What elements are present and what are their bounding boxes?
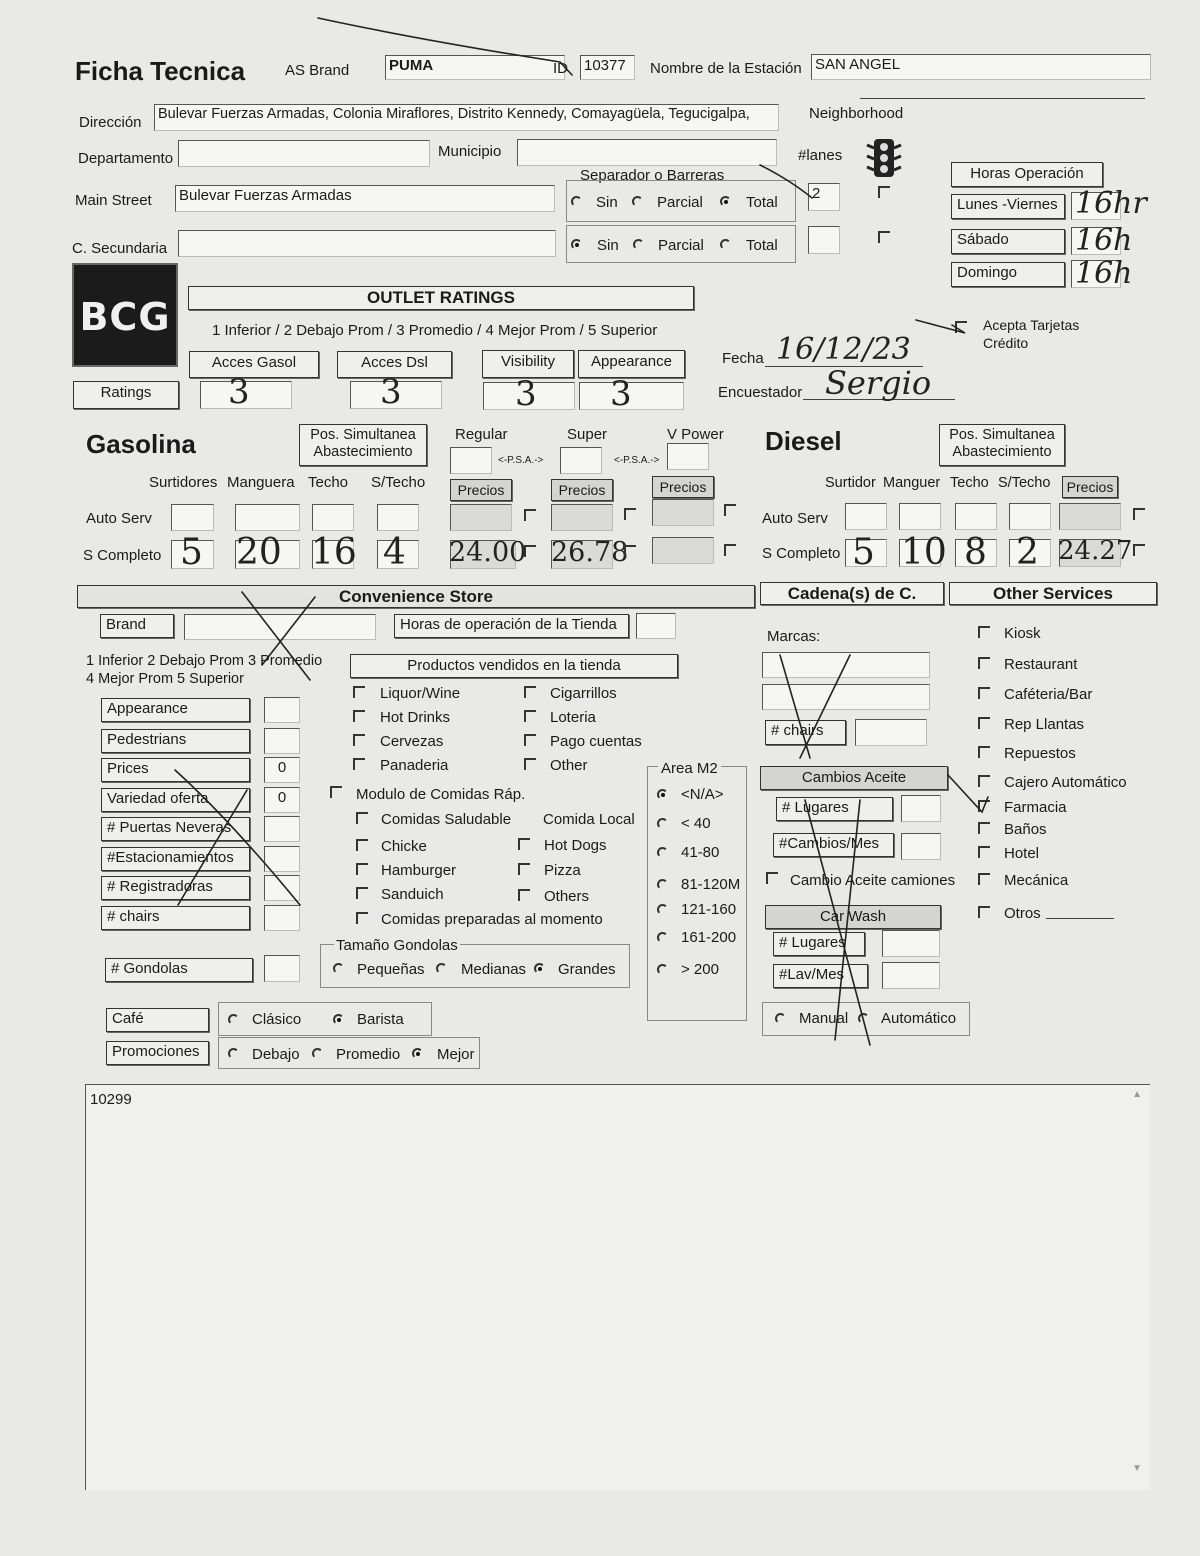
main-street-label: Main Street <box>75 192 152 209</box>
cambios-mes-label: #Cambios/Mes <box>773 833 894 857</box>
service-label: Restaurant <box>1004 656 1078 673</box>
producto-checkbox[interactable] <box>353 758 365 770</box>
gondolas-label: # Gondolas <box>105 958 253 982</box>
metric-field[interactable] <box>264 846 300 872</box>
gas-as-super-checkbox[interactable] <box>624 508 636 520</box>
gas-sc-precio-super-value: 26.78 <box>551 537 629 568</box>
departamento-label: Departamento <box>78 150 174 167</box>
diesel-title: Diesel <box>765 426 842 456</box>
service-label: Cajero Automático <box>1004 774 1127 791</box>
comida-label: Pizza <box>544 862 581 879</box>
area-radio[interactable] <box>657 932 668 943</box>
tamano-title: Tamaño Gondolas <box>336 937 458 954</box>
appearance-label: Appearance <box>578 350 685 378</box>
comida-checkbox[interactable] <box>518 863 530 875</box>
col-surtidores: Surtidores <box>149 474 218 491</box>
producto-label: Loteria <box>550 709 596 726</box>
service-label: Hotel <box>1004 845 1040 862</box>
area-radio[interactable] <box>657 789 668 800</box>
gas-as-regular-checkbox[interactable] <box>524 509 536 521</box>
diesel-s-completo-label: S Completo <box>762 545 841 562</box>
service-label: Otros <box>1004 905 1041 922</box>
metric-field[interactable]: 0 <box>264 787 300 813</box>
station-field[interactable]: SAN ANGEL <box>811 54 1151 80</box>
metric-label: Variedad oferta <box>101 788 250 812</box>
lugares-field[interactable] <box>901 795 941 822</box>
metric-label: Pedestrians <box>101 729 250 753</box>
gas-sc-techo-value: 16 <box>311 532 357 573</box>
gasolina-regular-label: Regular <box>455 426 508 443</box>
metric-field[interactable] <box>264 875 300 901</box>
scroll-down-icon[interactable]: ▼ <box>1132 1463 1142 1474</box>
address-field[interactable]: Bulevar Fuerzas Armadas, Colonia Miraflores, Distrito Kennedy, Comayagüela, Tegucigalpa, <box>154 104 779 131</box>
area-radio[interactable] <box>657 964 668 975</box>
comida-checkbox[interactable] <box>356 863 368 875</box>
diesel-auto-serv-label: Auto Serv <box>762 510 828 527</box>
diesel-precios-label: Precios <box>1062 476 1118 498</box>
diesel-as-checkbox[interactable] <box>1133 508 1145 520</box>
separador-label: Separador o Barreras <box>580 167 725 184</box>
modulo-checkbox[interactable] <box>330 786 342 798</box>
tamano-grandes-radio[interactable] <box>534 963 545 974</box>
municipio-field[interactable] <box>517 139 777 166</box>
service-checkbox[interactable] <box>978 873 990 885</box>
hours-weekday-label: Lunes -Viernes <box>951 194 1065 219</box>
service-checkbox[interactable] <box>978 687 990 699</box>
preparadas-label: Comidas preparadas al momento <box>381 911 603 928</box>
appearance-value: 3 <box>610 374 632 414</box>
fecha-label: Fecha <box>722 350 764 367</box>
area-label: <N/A> <box>681 786 724 803</box>
metric-label: # Puertas Neveras <box>101 817 250 841</box>
sep-main-parcial-radio[interactable] <box>632 196 643 207</box>
automatico-label: Automático <box>881 1010 957 1027</box>
col-manguera: Manguera <box>227 474 295 491</box>
gas-as-stecho[interactable] <box>377 504 419 531</box>
diesel-sc-stecho-value: 2 <box>1016 532 1039 573</box>
other-services-title: Other Services <box>949 582 1157 605</box>
cafe-barista-radio[interactable] <box>333 1014 344 1025</box>
lugares-label: # Lugares <box>776 797 893 821</box>
comida-label: Comidas Saludable <box>381 811 512 828</box>
comida-label: Chicke <box>381 838 427 855</box>
promo-mejor-radio[interactable] <box>412 1048 423 1059</box>
sep-main-total-label: Total <box>746 194 778 211</box>
marcas-field-2[interactable] <box>762 684 930 710</box>
producto-checkbox[interactable] <box>524 710 536 722</box>
service-checkbox[interactable] <box>978 846 990 858</box>
metric-field[interactable] <box>264 697 300 723</box>
brand-label: AS Brand <box>285 62 350 79</box>
store-brand-field[interactable] <box>184 614 376 640</box>
gas-as-surtidores[interactable] <box>171 504 214 531</box>
c-secundaria-field[interactable] <box>178 230 556 257</box>
municipio-label: Municipio <box>438 143 502 160</box>
cambios-mes-field[interactable] <box>901 833 941 860</box>
preparadas-checkbox[interactable] <box>356 912 368 924</box>
area-radio[interactable] <box>657 847 668 858</box>
diesel-as-techo[interactable] <box>955 503 997 530</box>
cw-lav-mes-label: #Lav/Mes <box>773 964 868 988</box>
cw-lugares-field[interactable] <box>882 930 940 957</box>
producto-label: Liquor/Wine <box>380 685 461 702</box>
psa-label-1: <-P.S.A.-> <box>498 455 544 466</box>
promo-promedio-radio[interactable] <box>312 1048 323 1059</box>
encuestador-value: Sergio <box>825 364 932 402</box>
service-checkbox[interactable] <box>978 800 990 812</box>
service-label: Caféteria/Bar <box>1004 686 1093 703</box>
area-label: < 40 <box>681 815 711 832</box>
comida-label: Sanduich <box>381 886 444 903</box>
metric-field[interactable] <box>264 816 300 842</box>
diesel-as-stecho[interactable] <box>1009 503 1051 530</box>
store-horas-field[interactable] <box>636 613 676 639</box>
cw-lugares-label: # Lugares <box>773 932 865 956</box>
fecha-value: 16/12/23 <box>776 332 911 367</box>
area-group <box>647 766 747 1021</box>
service-label: Baños <box>1004 821 1047 838</box>
service-label: Mecánica <box>1004 872 1069 889</box>
producto-checkbox[interactable] <box>524 686 536 698</box>
service-checkbox[interactable] <box>978 717 990 729</box>
sep-main-sin-label: Sin <box>596 194 618 211</box>
comida-checkbox[interactable] <box>356 812 368 824</box>
gas-sc-vpower-checkbox[interactable] <box>724 544 736 556</box>
hours-sunday-value: 16h <box>1075 256 1133 291</box>
metric-field[interactable] <box>264 728 300 754</box>
gas-sc-regular-checkbox[interactable] <box>524 545 536 557</box>
convenience-store-title: Convenience Store <box>77 585 755 608</box>
gas-as-precio-super[interactable] <box>551 504 613 531</box>
traffic-light-icon <box>866 137 902 179</box>
c-secundaria-label: C. Secundaria <box>72 240 168 257</box>
metric-label: # chairs <box>101 906 250 930</box>
diesel-sc-precio-value: 24.27 <box>1058 536 1133 566</box>
tarjetas-checkbox[interactable] <box>955 321 967 333</box>
sep-sec-sin-label: Sin <box>597 237 619 254</box>
precios-regular-label: Precios <box>450 479 512 501</box>
gas-as-manguera[interactable] <box>235 504 300 531</box>
diesel-sc-manguer-value: 10 <box>901 532 947 573</box>
main-light-checkbox[interactable] <box>878 186 890 198</box>
brand-field[interactable]: PUMA <box>385 55 565 80</box>
area-label: 41-80 <box>681 844 720 861</box>
gas-sc-precio-vpower[interactable] <box>652 537 714 564</box>
camiones-label: Cambio Aceite camiones <box>790 872 956 889</box>
gas-sc-super-checkbox[interactable] <box>624 545 636 557</box>
cafe-label: Café <box>106 1008 209 1032</box>
gas-sc-surtidores-value: 5 <box>180 532 203 573</box>
tamano-pequenas-radio[interactable] <box>333 963 344 974</box>
sep-sec-parcial-label: Parcial <box>658 237 704 254</box>
hours-saturday-label: Sábado <box>951 229 1065 254</box>
manual-label: Manual <box>799 1010 849 1027</box>
tarjetas-label: Acepta Tarjetas Crédito <box>983 317 1080 351</box>
notes-area[interactable] <box>85 1084 1150 1490</box>
area-label: 121-160 <box>681 901 737 918</box>
metric-label: # Registradoras <box>101 876 250 900</box>
col-stecho: S/Techo <box>371 474 426 491</box>
diesel-sc-surtidor-value: 5 <box>852 532 875 573</box>
promo-promedio-label: Promedio <box>336 1046 401 1063</box>
producto-label: Hot Drinks <box>380 709 451 726</box>
gas-as-vpower-checkbox[interactable] <box>724 504 736 516</box>
departamento-field[interactable] <box>178 140 430 167</box>
sep-main-total-radio[interactable] <box>720 196 731 207</box>
acces-dsl-label: Acces Dsl <box>337 351 452 378</box>
promo-mejor-label: Mejor <box>437 1046 475 1063</box>
visibility-label: Visibility <box>482 350 574 378</box>
promo-debajo-radio[interactable] <box>228 1048 239 1059</box>
ratings-label: Ratings <box>73 381 179 409</box>
promo-debajo-label: Debajo <box>252 1046 300 1063</box>
station-label: Nombre de la Estación <box>650 60 802 77</box>
comida-checkbox[interactable] <box>518 838 530 850</box>
horas-operacion-title: Horas Operación <box>951 162 1103 187</box>
comida-checkbox[interactable] <box>356 887 368 899</box>
producto-checkbox[interactable] <box>353 710 365 722</box>
store-scale-2: 4 Mejor Prom 5 Superior <box>86 671 244 687</box>
bcg-logo <box>72 263 178 367</box>
psa-regular-field[interactable] <box>450 447 492 474</box>
gas-as-techo[interactable] <box>312 504 354 531</box>
promociones-label: Promociones <box>106 1041 209 1065</box>
form-title: Ficha Tecnica <box>75 56 246 86</box>
producto-checkbox[interactable] <box>524 734 536 746</box>
hours-saturday-value: 16h <box>1075 223 1133 258</box>
tamano-medianas-label: Medianas <box>461 961 527 978</box>
producto-checkbox[interactable] <box>353 686 365 698</box>
comida-label: Hamburger <box>381 862 457 879</box>
service-checkbox[interactable] <box>978 906 990 918</box>
service-checkbox[interactable] <box>978 746 990 758</box>
comida-checkbox[interactable] <box>356 839 368 851</box>
store-brand-label: Brand <box>100 614 174 638</box>
gas-s-completo-label: S Completo <box>83 547 162 564</box>
producto-label: Pago cuentas <box>550 733 642 750</box>
gondolas-field[interactable] <box>264 955 300 982</box>
car-wash-title: Car Wash <box>765 905 941 929</box>
sep-main-sin-radio[interactable] <box>571 196 582 207</box>
service-checkbox[interactable] <box>978 657 990 669</box>
metric-field[interactable]: 0 <box>264 757 300 783</box>
camiones-checkbox[interactable] <box>766 872 778 884</box>
area-radio[interactable] <box>657 879 668 890</box>
notes-text: 10299 <box>90 1091 132 1108</box>
service-label: Repuestos <box>1004 745 1076 762</box>
service-label: Kiosk <box>1004 625 1041 642</box>
diesel-as-surtidor[interactable] <box>845 503 887 530</box>
tamano-grandes-label: Grandes <box>558 961 616 978</box>
psa-vpower-field[interactable] <box>667 443 709 470</box>
area-title: Area M2 <box>658 760 721 777</box>
scroll-up-icon[interactable]: ▲ <box>1132 1089 1142 1100</box>
sep-main-parcial-label: Parcial <box>657 194 703 211</box>
metric-label: Prices <box>101 758 250 782</box>
service-label: Farmacia <box>1004 799 1067 816</box>
id-field[interactable]: 10377 <box>580 55 635 80</box>
service-checkbox[interactable] <box>978 775 990 787</box>
area-label: > 200 <box>681 961 719 978</box>
cambios-aceite-title: Cambios Aceite <box>760 766 948 790</box>
sep-sec-parcial-radio[interactable] <box>633 239 644 250</box>
acces-dsl-value: 3 <box>380 372 402 412</box>
cafe-clasico-radio[interactable] <box>228 1014 239 1025</box>
area-radio[interactable] <box>657 904 668 915</box>
lanes-main-field[interactable]: 2 <box>808 183 840 211</box>
gas-sc-stecho-value: 4 <box>383 532 406 573</box>
diesel-as-manguer[interactable] <box>899 503 941 530</box>
gasolina-pos-label: Pos. Simultanea Abastecimiento <box>299 424 427 466</box>
diesel-col-stecho: S/Techo <box>998 475 1051 491</box>
tamano-medianas-radio[interactable] <box>436 963 447 974</box>
metric-field[interactable] <box>264 905 300 931</box>
id-label: ID <box>553 60 568 77</box>
producto-label: Panaderia <box>380 757 449 774</box>
diesel-col-surtidor: Surtidor <box>825 475 876 491</box>
precios-super-label: Precios <box>551 479 613 501</box>
area-label: 161-200 <box>681 929 737 946</box>
comida-label: Others <box>544 888 590 905</box>
gasolina-title: Gasolina <box>86 429 196 459</box>
hours-sunday-label: Domingo <box>951 262 1065 287</box>
producto-checkbox[interactable] <box>353 734 365 746</box>
cadena-chairs-field[interactable] <box>855 719 927 746</box>
producto-checkbox[interactable] <box>524 758 536 770</box>
producto-label: Cigarrillos <box>550 685 617 702</box>
psa-super-field[interactable] <box>560 447 602 474</box>
diesel-col-manguer: Manguer <box>883 475 941 491</box>
encuestador-label: Encuestador <box>718 384 803 401</box>
metric-label: Appearance <box>101 698 250 722</box>
cadena-chairs-label: # chairs <box>765 720 846 745</box>
secundaria-light-checkbox[interactable] <box>878 231 890 243</box>
ratings-scale: 1 Inferior / 2 Debajo Prom / 3 Promedio / 4 Mejor Prom / 5 Superior <box>212 322 658 339</box>
diesel-sc-checkbox[interactable] <box>1133 544 1145 556</box>
cafe-clasico-label: Clásico <box>252 1011 302 1028</box>
cafe-barista-label: Barista <box>357 1011 404 1028</box>
address-label: Dirección <box>79 114 142 131</box>
automatico-radio[interactable] <box>858 1013 869 1024</box>
gas-as-precio-regular[interactable] <box>450 504 512 531</box>
acces-gasol-label: Acces Gasol <box>189 351 319 378</box>
producto-label: Other <box>550 757 588 774</box>
service-label: Rep Llantas <box>1004 716 1085 733</box>
area-label: 81-120M <box>681 876 741 893</box>
precios-vpower-label: Precios <box>652 476 714 498</box>
sep-sec-sin-radio[interactable] <box>571 239 582 250</box>
gasolina-super-label: Super <box>567 426 608 443</box>
diesel-as-precio[interactable] <box>1059 503 1121 530</box>
comida-local-label: Comida Local <box>543 811 635 828</box>
otros-line <box>1046 918 1114 919</box>
productos-title: Productos vendidos en la tienda <box>350 654 678 678</box>
acces-gasol-value: 3 <box>228 372 250 412</box>
diesel-sc-techo-value: 8 <box>964 532 987 573</box>
visibility-value: 3 <box>515 374 537 414</box>
cw-lav-mes-field[interactable] <box>882 962 940 989</box>
gas-sc-precio-regular-value: 24.00 <box>449 537 527 568</box>
sep-sec-total-label: Total <box>746 237 778 254</box>
comida-checkbox[interactable] <box>518 889 530 901</box>
manual-radio[interactable] <box>775 1013 786 1024</box>
gas-as-precio-vpower[interactable] <box>652 499 714 526</box>
tamano-pequenas-label: Pequeñas <box>357 961 425 978</box>
service-checkbox[interactable] <box>978 822 990 834</box>
bcg-logo-text: BCG <box>79 295 171 339</box>
col-techo: Techo <box>308 474 349 491</box>
area-radio[interactable] <box>657 818 668 829</box>
marcas-field-1[interactable] <box>762 652 930 678</box>
lanes-secundaria-field[interactable] <box>808 226 840 254</box>
lanes-label: #lanes <box>798 147 843 164</box>
marcas-label: Marcas: <box>767 628 821 645</box>
sep-sec-total-radio[interactable] <box>720 239 731 250</box>
producto-label: Cervezas <box>380 733 444 750</box>
gasolina-vpower-label: V Power <box>667 426 724 443</box>
modulo-label: Modulo de Comidas Ráp. <box>356 786 526 803</box>
store-horas-label: Horas de operación de la Tienda <box>394 614 629 638</box>
comida-label: Hot Dogs <box>544 837 607 854</box>
diesel-col-techo: Techo <box>950 475 989 491</box>
psa-label-2: <-P.S.A.-> <box>614 455 660 466</box>
main-street-field[interactable]: Bulevar Fuerzas Armadas <box>175 185 555 212</box>
gas-sc-manguera-value: 20 <box>236 532 282 573</box>
service-checkbox[interactable] <box>978 626 990 638</box>
neighborhood-label: Neighborhood <box>809 105 904 122</box>
store-scale-1: 1 Inferior 2 Debajo Prom 3 Promedio <box>86 653 323 669</box>
neighborhood-line <box>860 98 1145 99</box>
cadena-title: Cadena(s) de C. <box>760 582 944 605</box>
gas-auto-serv-label: Auto Serv <box>86 510 152 527</box>
hours-weekday-value: 16hr <box>1075 186 1147 221</box>
metric-label: #Estacionamientos <box>101 847 250 871</box>
diesel-pos-label: Pos. Simultanea Abastecimiento <box>939 424 1065 466</box>
outlet-ratings-title: OUTLET RATINGS <box>188 286 694 310</box>
